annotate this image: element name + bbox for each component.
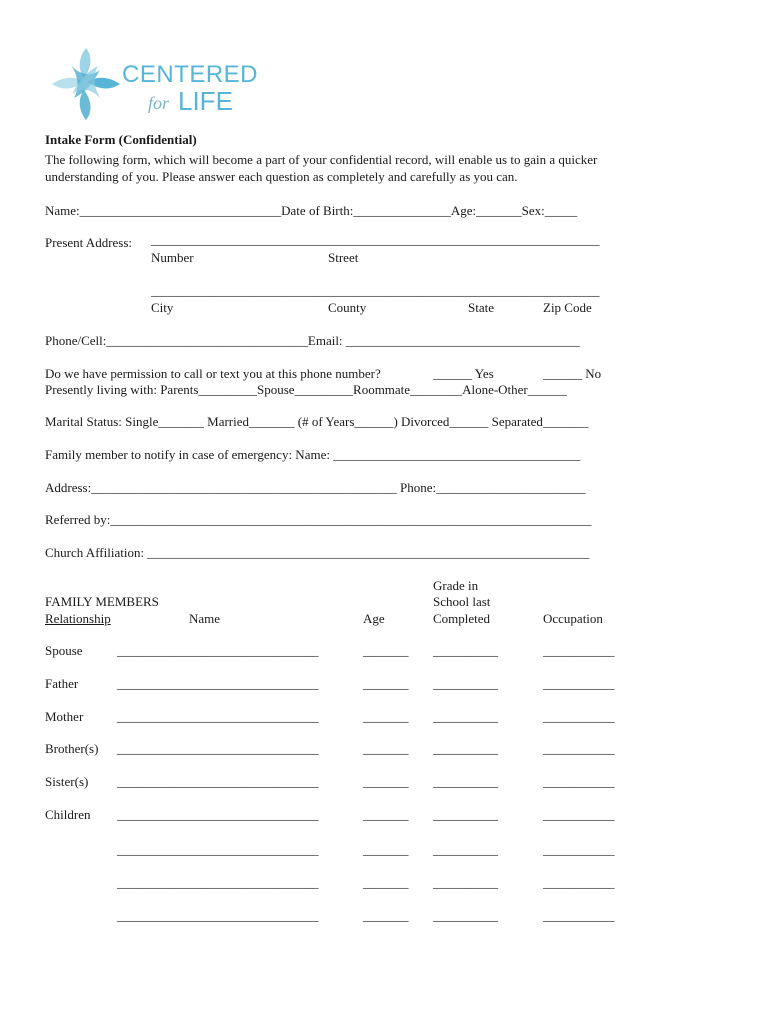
row-relationship: Spouse — [45, 643, 83, 658]
zip-label: Zip Code — [543, 300, 592, 315]
intro-line-1: The following form, which will become a part of your confidential record, will enable us to gain a quicker — [45, 152, 598, 167]
logo-text-for: for — [148, 93, 170, 113]
row-name-field[interactable]: _______________________________ — [117, 875, 319, 890]
state-label: State — [468, 300, 494, 315]
col-name: Name — [189, 611, 221, 626]
emergency-address-phone-field[interactable]: Address:_______________________________________________ Phone:_______________________ — [45, 480, 586, 495]
living-with-field[interactable]: Presently living with: Parents_________Spouse_________Roommate________Alone-Other______ — [45, 382, 567, 397]
city-label: City — [151, 300, 174, 315]
name-dob-age-sex-field[interactable]: Name:_______________________________Date of Birth:_______________Age:_______Sex:_____ — [45, 203, 578, 218]
number-label: Number — [151, 250, 194, 265]
logo — [50, 44, 280, 124]
church-affiliation-field[interactable]: Church Affiliation: ____________________________________________________________________ — [45, 545, 590, 560]
row-grade-field[interactable]: __________ — [433, 807, 498, 822]
row-age-field[interactable]: _______ — [363, 676, 409, 691]
row-grade-field[interactable]: __________ — [433, 643, 498, 658]
row-occupation-field[interactable]: ___________ — [543, 774, 615, 789]
phone-email-field[interactable]: Phone/Cell:_______________________________Email: ____________________________________ — [45, 333, 580, 348]
row-name-field[interactable]: _______________________________ — [117, 774, 319, 789]
row-name-field[interactable]: _______________________________ — [117, 676, 319, 691]
family-members-heading: FAMILY MEMBERS — [45, 594, 159, 609]
row-name-field[interactable]: _______________________________ — [117, 741, 319, 756]
col-grade-line-3: Completed — [433, 611, 491, 626]
address-line-1-field[interactable]: _____________________________________________________________________ — [151, 232, 600, 247]
row-grade-field[interactable]: __________ — [433, 842, 498, 857]
row-occupation-field[interactable]: ___________ — [543, 842, 615, 857]
row-name-field[interactable]: _______________________________ — [117, 709, 319, 724]
row-grade-field[interactable]: __________ — [433, 875, 498, 890]
row-age-field[interactable]: _______ — [363, 908, 409, 923]
col-relationship: Relationship — [45, 611, 111, 626]
row-grade-field[interactable]: __________ — [433, 741, 498, 756]
row-grade-field[interactable]: __________ — [433, 709, 498, 724]
row-relationship: Sister(s) — [45, 774, 89, 789]
row-grade-field[interactable]: __________ — [433, 908, 498, 923]
row-age-field[interactable]: _______ — [363, 774, 409, 789]
permission-yes-field[interactable]: ______ Yes — [433, 366, 494, 381]
row-relationship: Mother — [45, 709, 84, 724]
street-label: Street — [328, 250, 359, 265]
permission-no-field[interactable]: ______ No — [543, 366, 602, 381]
row-age-field[interactable]: _______ — [363, 807, 409, 822]
address-line-2-field[interactable]: _____________________________________________________________________ — [151, 283, 600, 298]
row-grade-field[interactable]: __________ — [433, 774, 498, 789]
col-age: Age — [363, 611, 385, 626]
emergency-contact-field[interactable]: Family member to notify in case of emergency: Name: ______________________________________ — [45, 447, 581, 462]
cross-knot-logo-icon — [50, 44, 122, 124]
row-name-field[interactable]: _______________________________ — [117, 643, 319, 658]
row-name-field[interactable]: _______________________________ — [117, 842, 319, 857]
col-grade-line-2: School last — [433, 594, 491, 609]
row-relationship: Father — [45, 676, 79, 691]
logo-text-centered: CENTERED — [122, 61, 259, 88]
intro-line-2: understanding of you. Please answer each question as completely and carefully as you can. — [45, 169, 518, 184]
referred-by-field[interactable]: Referred by:__________________________________________________________________________ — [45, 512, 592, 527]
permission-question: Do we have permission to call or text you at this phone number? — [45, 366, 381, 381]
row-occupation-field[interactable]: ___________ — [543, 676, 615, 691]
row-relationship: Children — [45, 807, 91, 822]
row-age-field[interactable]: _______ — [363, 709, 409, 724]
form-title: Intake Form (Confidential) — [45, 132, 197, 147]
row-occupation-field[interactable]: ___________ — [543, 908, 615, 923]
county-label: County — [328, 300, 367, 315]
row-name-field[interactable]: _______________________________ — [117, 908, 319, 923]
row-age-field[interactable]: _______ — [363, 741, 409, 756]
row-occupation-field[interactable]: ___________ — [543, 741, 615, 756]
row-name-field[interactable]: _______________________________ — [117, 807, 319, 822]
row-relationship: Brother(s) — [45, 741, 99, 756]
row-age-field[interactable]: _______ — [363, 842, 409, 857]
row-occupation-field[interactable]: ___________ — [543, 709, 615, 724]
col-occupation: Occupation — [543, 611, 603, 626]
logo-text-life: LIFE — [178, 86, 233, 116]
row-age-field[interactable]: _______ — [363, 643, 409, 658]
row-occupation-field[interactable]: ___________ — [543, 643, 615, 658]
row-occupation-field[interactable]: ___________ — [543, 807, 615, 822]
marital-status-field[interactable]: Marital Status: Single_______ Married_______ (# of Years______) Divorced______ Separated_______ — [45, 414, 589, 429]
row-occupation-field[interactable]: ___________ — [543, 875, 615, 890]
col-grade-line-1: Grade in — [433, 578, 479, 593]
present-address-label: Present Address: — [45, 235, 133, 250]
row-age-field[interactable]: _______ — [363, 875, 409, 890]
row-grade-field[interactable]: __________ — [433, 676, 498, 691]
